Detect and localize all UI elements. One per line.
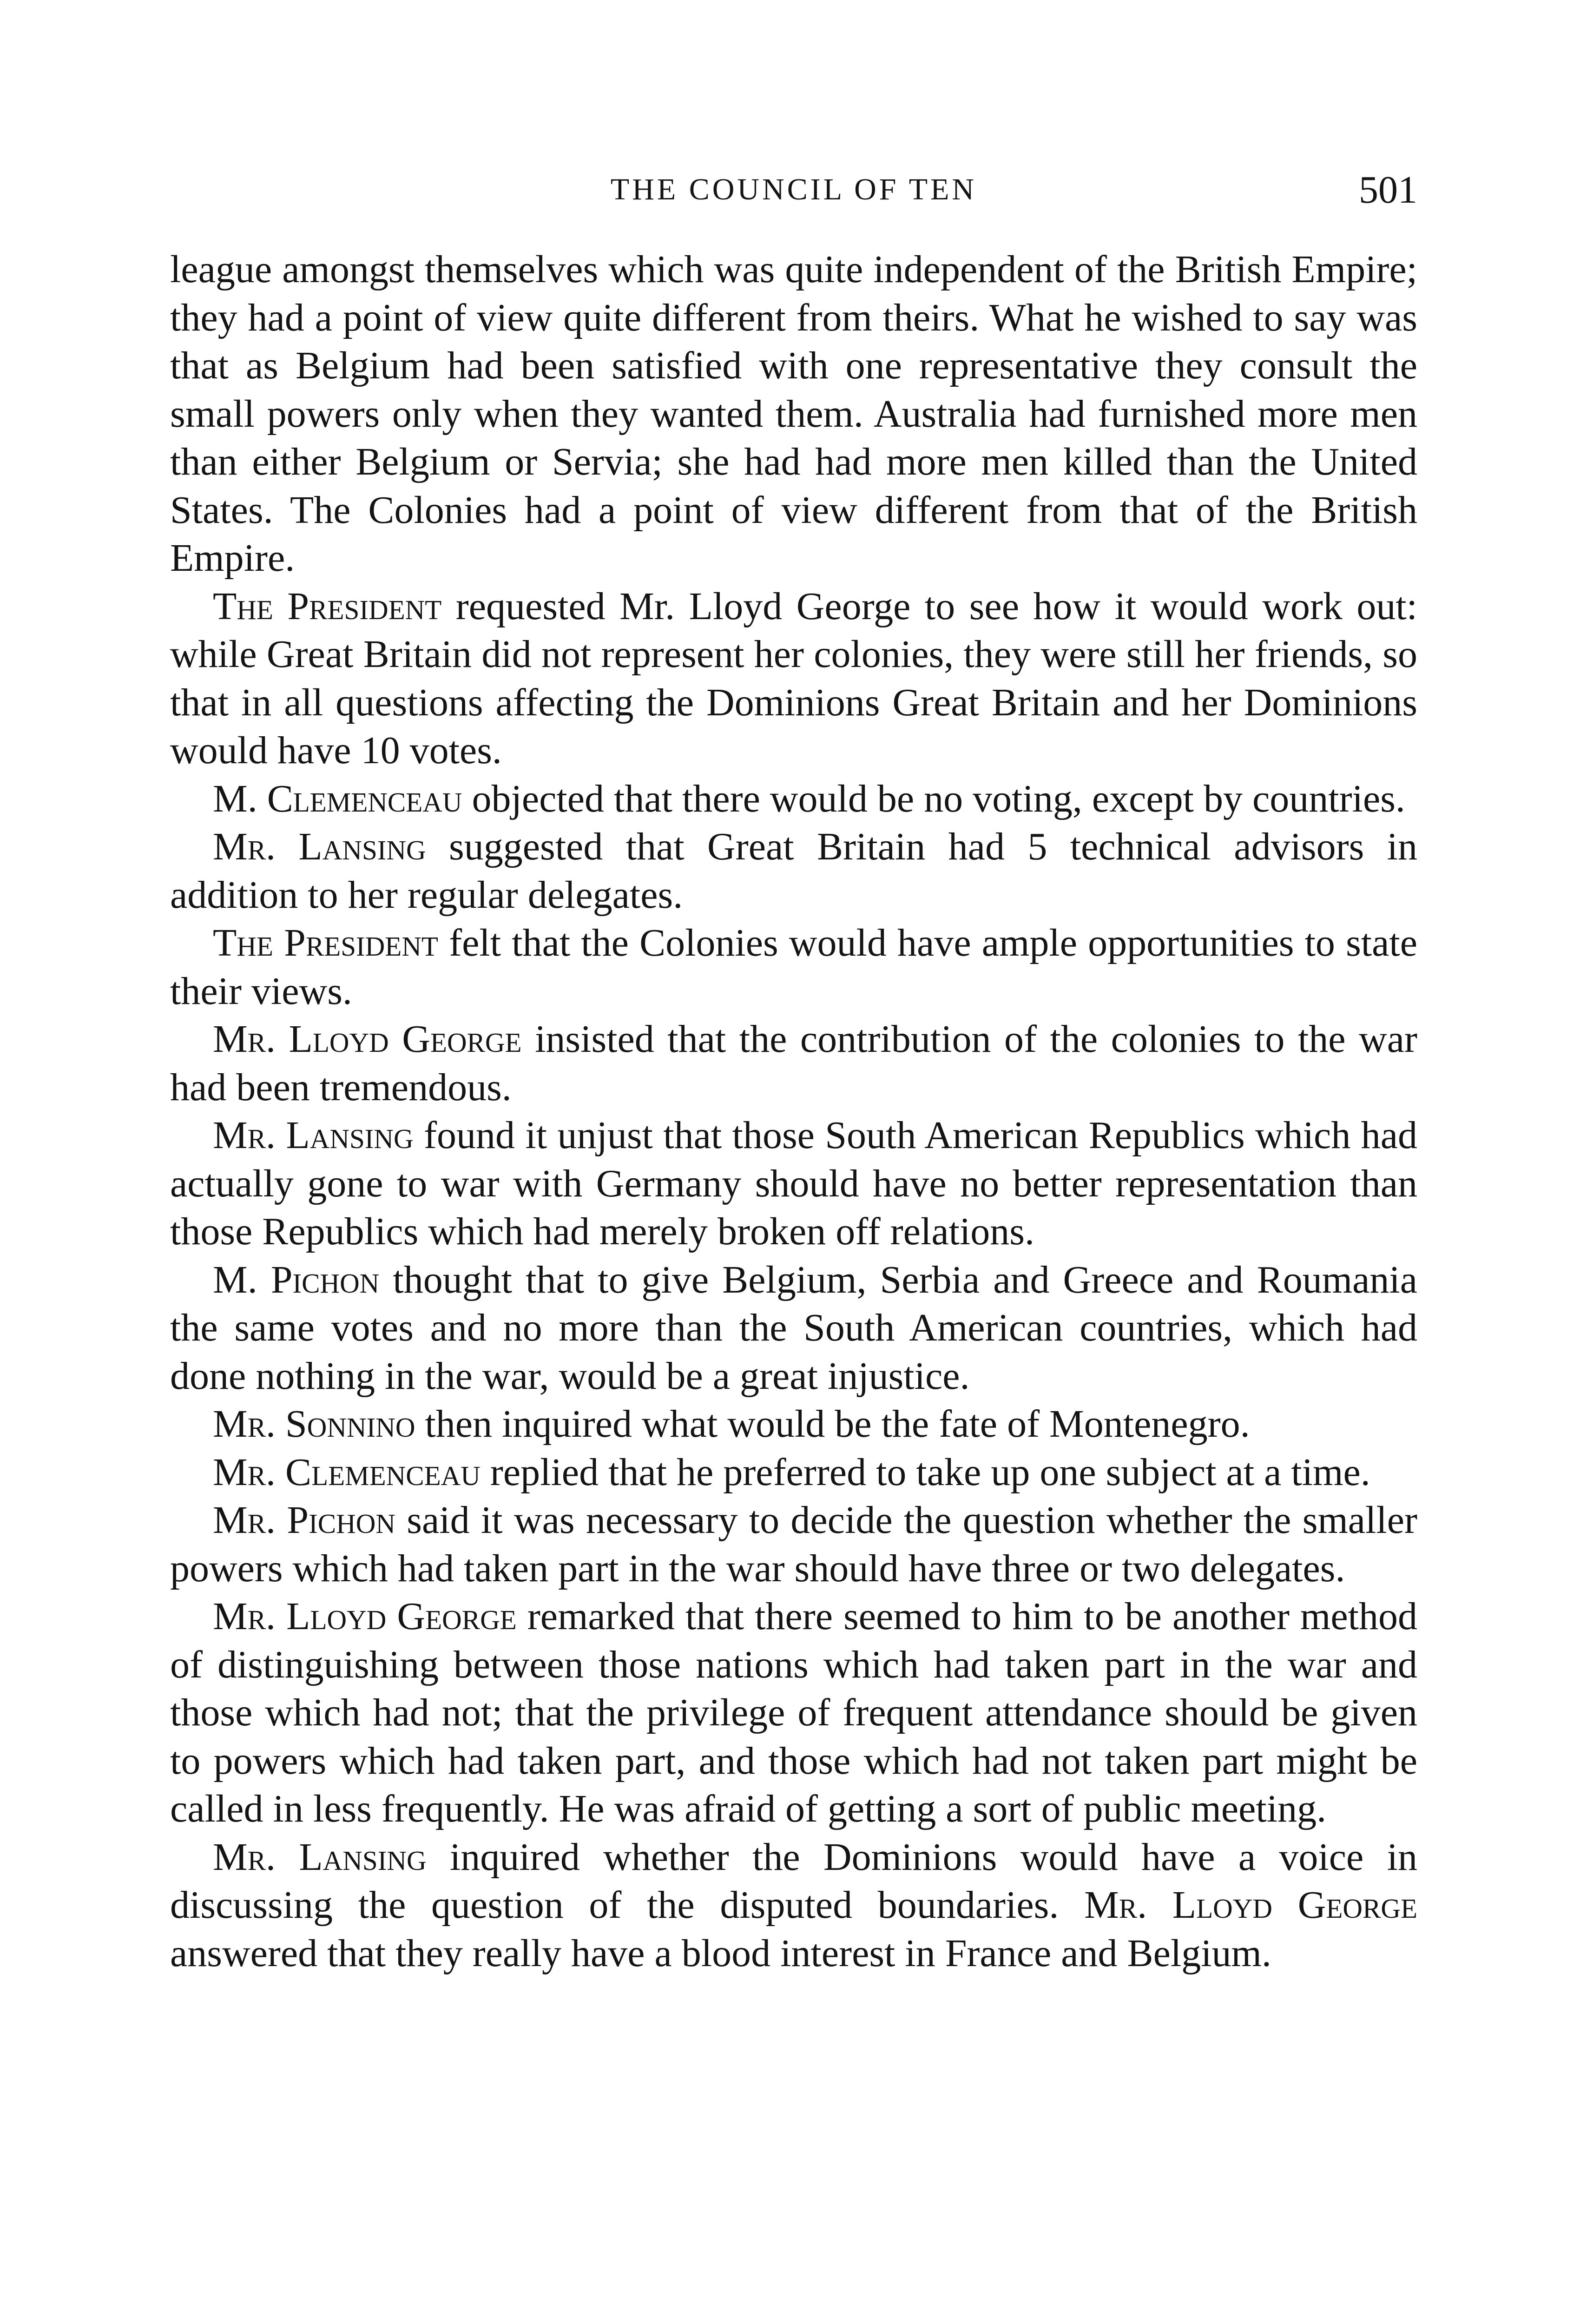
paragraph-text-2: answered that they really have a blood interest in France and Belgium. — [170, 1931, 1271, 1975]
paragraph-text: insisted that the contribution of the colonies to the war had been tremendous. — [170, 1017, 1417, 1109]
paragraph-10 — [170, 1448, 1417, 1497]
paragraph-11 — [170, 1496, 1417, 1592]
speaker-name: The President — [213, 584, 442, 628]
running-title: THE COUNCIL OF TEN — [610, 172, 977, 206]
paragraph-text: suggested that Great Britain had 5 technical advisors in addition to her regular delegates. — [170, 825, 1417, 917]
speaker-name: Mr. Lloyd George — [213, 1595, 517, 1638]
paragraph-3 — [170, 775, 1417, 823]
speaker-name: M. Pichon — [213, 1258, 380, 1301]
paragraph-8 — [170, 1256, 1417, 1400]
paragraph-4 — [170, 823, 1417, 919]
speaker-name: Mr. Sonnino — [213, 1402, 415, 1446]
speaker-name: Mr. Clemenceau — [213, 1450, 481, 1494]
paragraph-9 — [170, 1400, 1417, 1448]
body-text — [170, 245, 1417, 1977]
paragraph-6 — [170, 1015, 1417, 1111]
running-head — [170, 167, 1417, 218]
paragraph-text: requested Mr. Lloyd George to see how it would work out: while Great Britain did not represent her colonies, they were still her friends, so that in all questions affecting the Dominions Great Britain and her Dominions would have 10 votes. — [170, 584, 1418, 772]
paragraph-text: league amongst themselves which was quite independent of the British Empire; they had a point of view quite different from theirs. What he wished to say was that as Belgium had been satisfied with one representative they consult the small powers only when they wanted them. Australia had furnished more men than either Belgium or Servia; she had had more men killed than the United States. The Colonies had a point of view different from that of the British Empire. — [170, 248, 1417, 580]
paragraph-text: thought that to give Belgium, Serbia and Greece and Roumania the same votes and no more than the South American countries, which had done nothing in the war, would be a great injustice. — [170, 1258, 1417, 1398]
paragraph-5 — [170, 919, 1417, 1015]
paragraph-text: found it unjust that those South American Republics which had actually gone to war with Germany should have no better representation than those Republics which had merely broken off relations. — [170, 1114, 1418, 1253]
speaker-name-2: Mr. Lloyd George — [1084, 1883, 1418, 1927]
paragraph-2 — [170, 582, 1417, 775]
paragraph-7 — [170, 1111, 1417, 1256]
paragraph-text: felt that the Colonies would have ample opportunities to state their views. — [170, 921, 1417, 1013]
speaker-name: The President — [213, 921, 438, 964]
speaker-name: Mr. Lansing — [213, 1114, 414, 1157]
paragraph-text: said it was necessary to decide the question whether the smaller powers which had taken part in the war should have three or two delegates. — [170, 1499, 1417, 1590]
speaker-name: Mr. Pichon — [213, 1499, 395, 1542]
paragraph-text: replied that he preferred to take up one subject at a time. — [480, 1450, 1370, 1494]
paragraph-text: inquired whether the Dominions would have a voice in discussing the question of the disputed boundaries. — [170, 1835, 1417, 1927]
paragraph-text: then inquired what would be the fate of Montenegro. — [415, 1402, 1250, 1446]
speaker-name: Mr. Lansing — [213, 825, 426, 868]
page-number: 501 — [1359, 168, 1417, 211]
paragraph-1 — [170, 245, 1417, 582]
paragraph-12 — [170, 1592, 1417, 1833]
speaker-name: Mr. Lloyd George — [213, 1017, 522, 1061]
speaker-name: Mr. Lansing — [213, 1835, 427, 1879]
paragraph-13 — [170, 1833, 1417, 1978]
paragraph-text: objected that there would be no voting, except by countries. — [462, 777, 1405, 820]
speaker-name: M. Clemenceau — [213, 777, 462, 820]
paragraph-text: remarked that there seemed to him to be another method of distinguishing between those nations which had taken part in the war and those which had not; that the privilege of frequent attendance should be given to powers which had taken part, and those which had not taken part might be called in less frequently. He was afraid of getting a sort of public meeting. — [170, 1595, 1417, 1830]
